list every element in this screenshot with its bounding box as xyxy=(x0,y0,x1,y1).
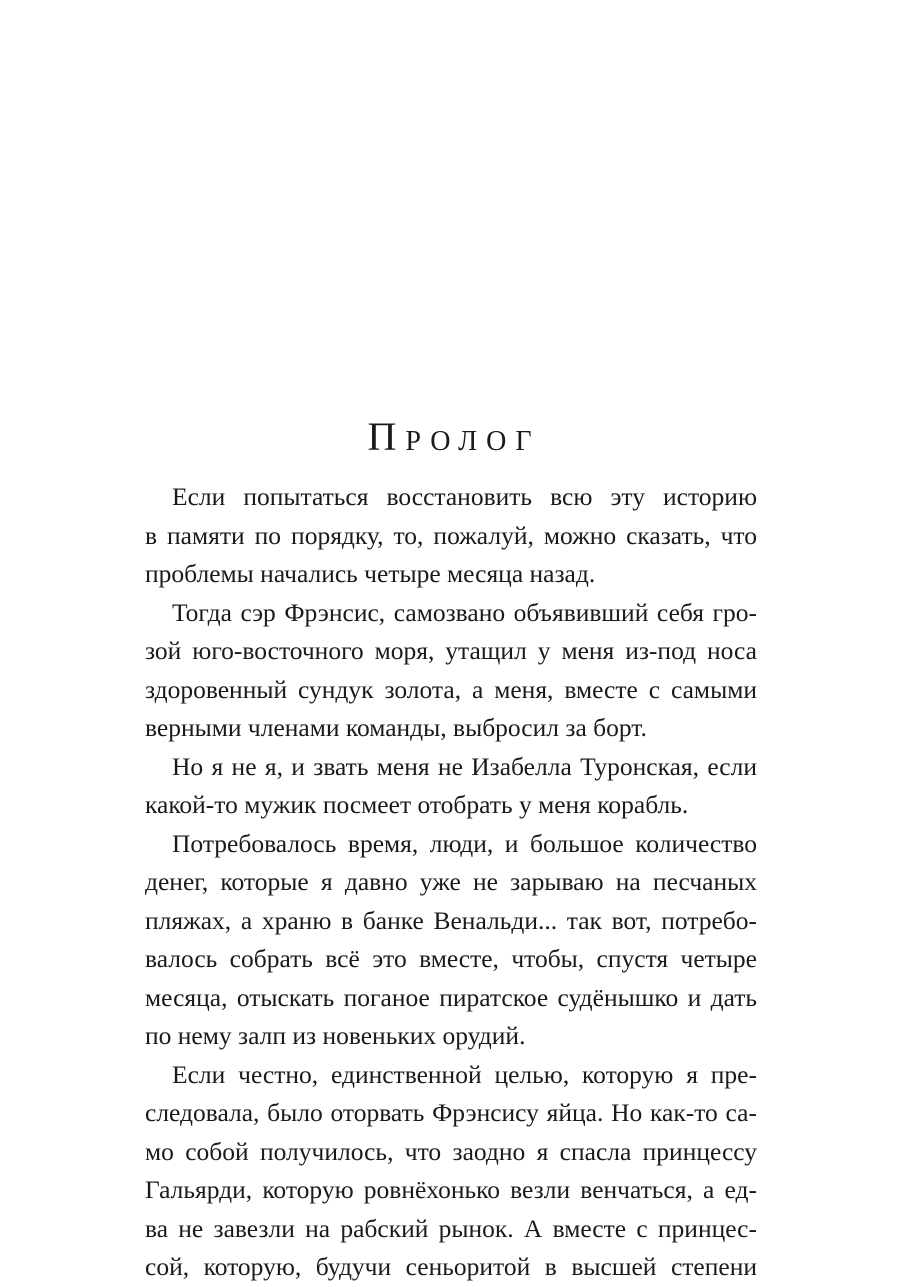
text-line: валось собрать всё это вместе, чтобы, спустя четыре xyxy=(145,944,757,973)
text-line: по нему залп из новеньких орудий. xyxy=(145,1021,526,1050)
text-line: Тогда сэр Фрэнсис, самозвано объявивший себя гро- xyxy=(172,597,757,627)
text-line: следовала, было оторвать Фрэнсису яйца. Но как-то са- xyxy=(145,1098,757,1127)
text-line: проблемы начались четыре месяца назад. xyxy=(145,559,596,588)
text-line: ва не завезли на рабский рынок. А вместе с принцес- xyxy=(145,1213,757,1243)
text-line: здоровенный сундук золота, а меня, вместе с самыми xyxy=(145,674,757,704)
text-line: Потребовалось время, люди, и большое количество xyxy=(172,828,757,858)
text-line: какой-то мужик посмеет отобрать у меня корабль. xyxy=(145,790,689,819)
text-line: в памяти по порядку, то, пожалуй, можно сказать, что xyxy=(145,520,757,550)
text-line: Гальярди, которую ровнёхонько везли венчаться, а ед- xyxy=(145,1175,757,1204)
text-line: месяца, отыскать поганое пиратское судёнышко и дать xyxy=(145,982,757,1012)
text-line: денег, которые я давно уже не зарываю на песчаных xyxy=(145,867,757,896)
body-text xyxy=(145,478,757,1287)
text-line: верными членами команды, выбросил за борт. xyxy=(145,713,647,742)
chapter-title: Пролог xyxy=(367,414,541,459)
text-line: зой юго-восточного моря, утащил у меня из-под носа xyxy=(145,636,757,665)
text-line: Но я не я, и звать меня не Изабелла Туронская, если xyxy=(172,751,757,781)
text-line: Если попытаться восстановить всю эту историю xyxy=(172,482,757,511)
text-line: пляжах, а храню в банке Венальди... так вот, потребо- xyxy=(145,905,757,935)
text-line: Если честно, единственной целью, которую я пре- xyxy=(172,1059,757,1089)
text-line: сой, которую, будучи сеньоритой в высшей степени xyxy=(145,1252,757,1281)
text-line: мо собой получилось, что заодно я спасла принцессу xyxy=(145,1136,757,1166)
